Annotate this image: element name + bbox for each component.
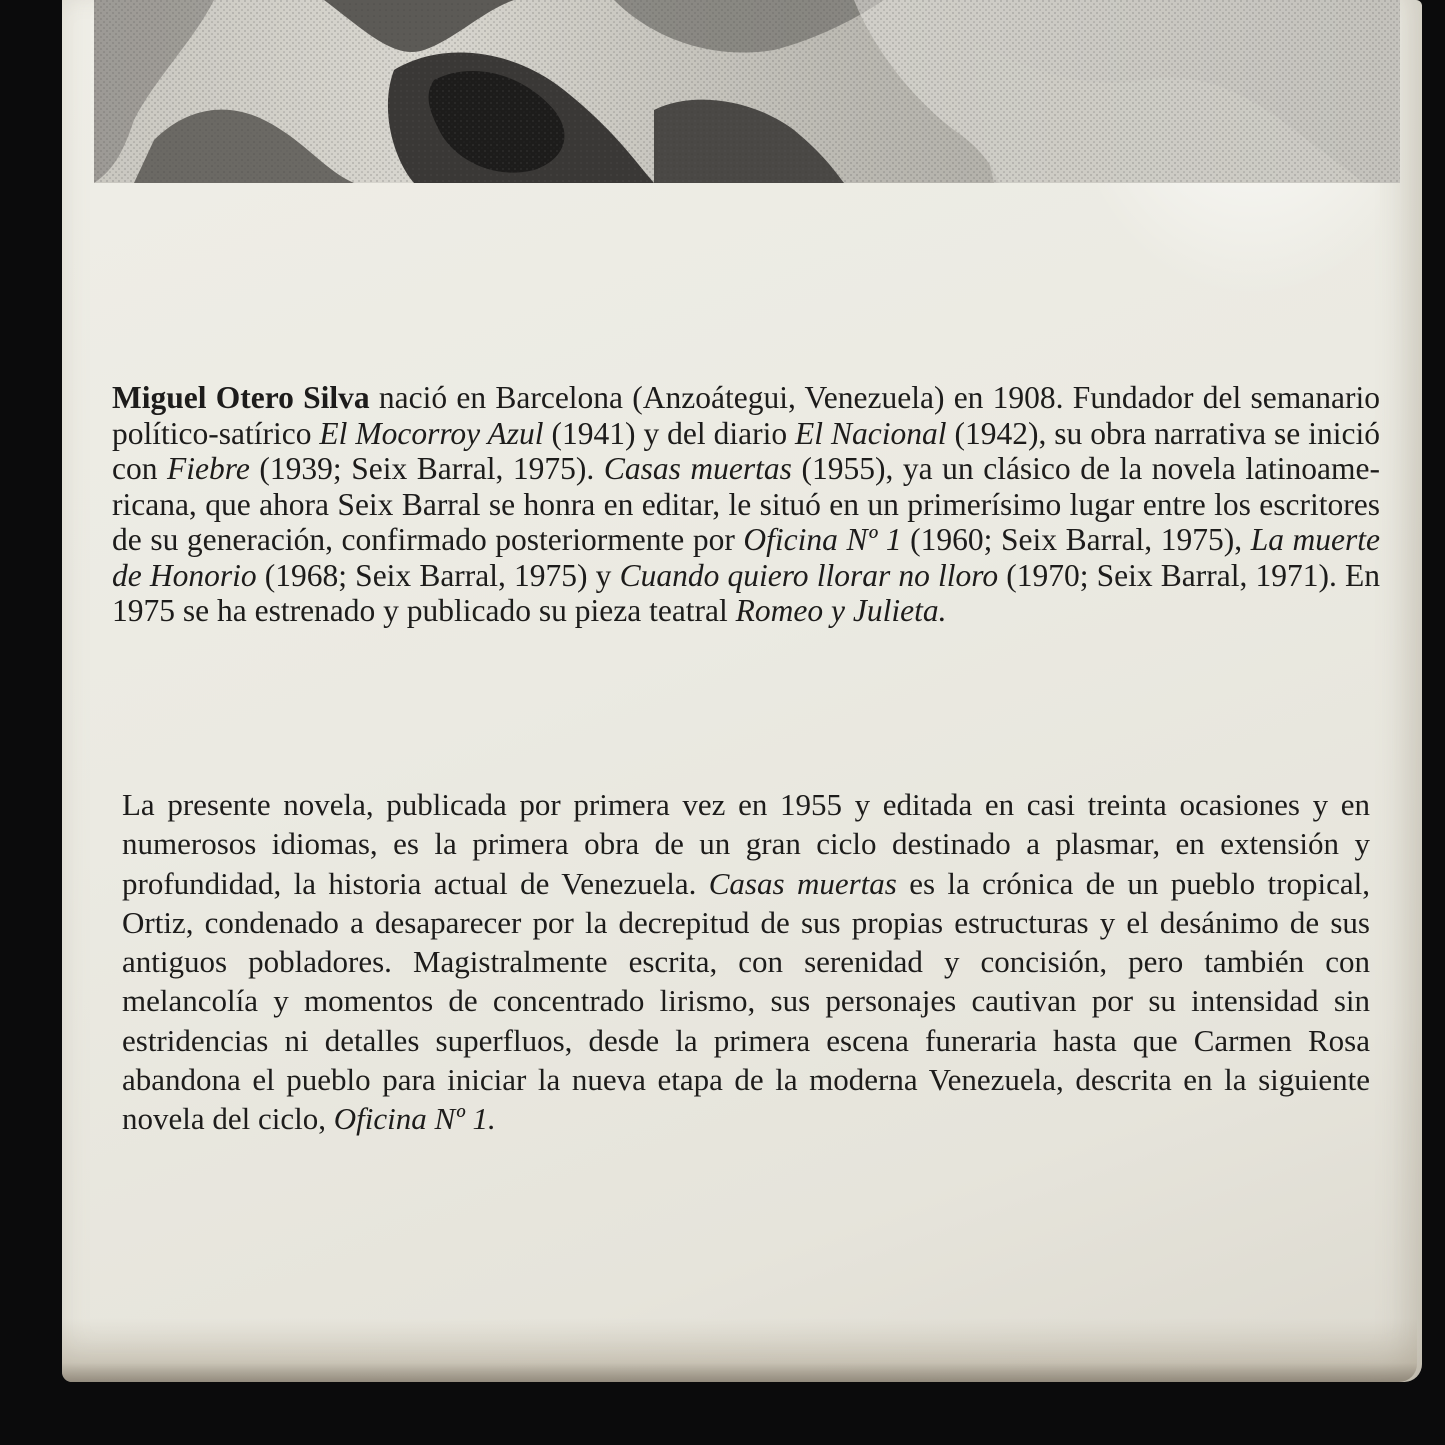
work-title: Romeo y Julieta.: [735, 593, 947, 628]
author-name: Miguel Otero Silva: [112, 380, 370, 415]
work-title: Cuando quiero llorar no lloro: [619, 557, 999, 593]
work-title: La muerte de Honorio: [112, 522, 1381, 593]
cover-bottom-edge: [62, 1318, 1417, 1382]
work-title: Oficina Nº 1: [743, 522, 902, 557]
work-title: Casas muertas: [708, 865, 897, 901]
author-biography: [112, 380, 1380, 629]
novel-description: [122, 785, 1370, 1139]
description-paragraph: La presente novela, publicada por primera vez en 1955 y editada en casi treinta ocasiones y en numerosos idiomas, es la primera obra de un gran ciclo destinado a plasmar, en extensión y profundidad, la historia actual de Venezuela. Casas muertas es la crónica de un pueblo tropical, Ortiz, condenado a desaparecer por la decrepitud de sus propias estructuras y el desánimo de sus antiguos pobladores. Magistralmente escrita, con serenidad y concisión, pero también con melancolía y momentos de concentrado lirismo, sus personajes cautivan por su intensidad sin estridencias ni detalles superfluos, desde la primera escena funeraria hasta que Carmen Rosa abandona el pueblo para iniciar la nueva etapa de la moderna Venezuela, descrita en la siguiente novela del ciclo, Oficina Nº 1.: [122, 787, 1370, 1137]
work-title: Oficina Nº 1.: [333, 1101, 496, 1137]
biography-paragraph: Miguel Otero Silva nació en Barcelona (Anzoátegui, Venezuela) en 1908. Fundador del semanario político-satírico El Mocorroy Azul (1941) y del diario El Nacional (1942), su obra narrativa se inició con Fiebre (1939; Seix Barral, 1975). Casas muertas (1955), ya un clásico de la novela latinoamericana, que ahora Seix Barral se honra en editar, le situó en un primerísimo lugar entre los escritores de su generación, confirmado posteriormente por Oficina Nº 1 (1960; Seix Barral, 1975), La muerte de Honorio (1968; Seix Barral, 1975) y Cuando quiero llorar no lloro (1970; Seix Barral, 1971). En 1975 se ha estrenado y publicado su pieza teatral Romeo y Julieta.: [112, 380, 1381, 628]
work-title: Fiebre: [167, 451, 250, 486]
work-title: El Nacional: [795, 415, 947, 451]
author-photo: [94, 0, 1400, 183]
work-title: Casas muertas: [603, 451, 792, 486]
work-title: El Mocorroy Azul: [319, 415, 544, 451]
